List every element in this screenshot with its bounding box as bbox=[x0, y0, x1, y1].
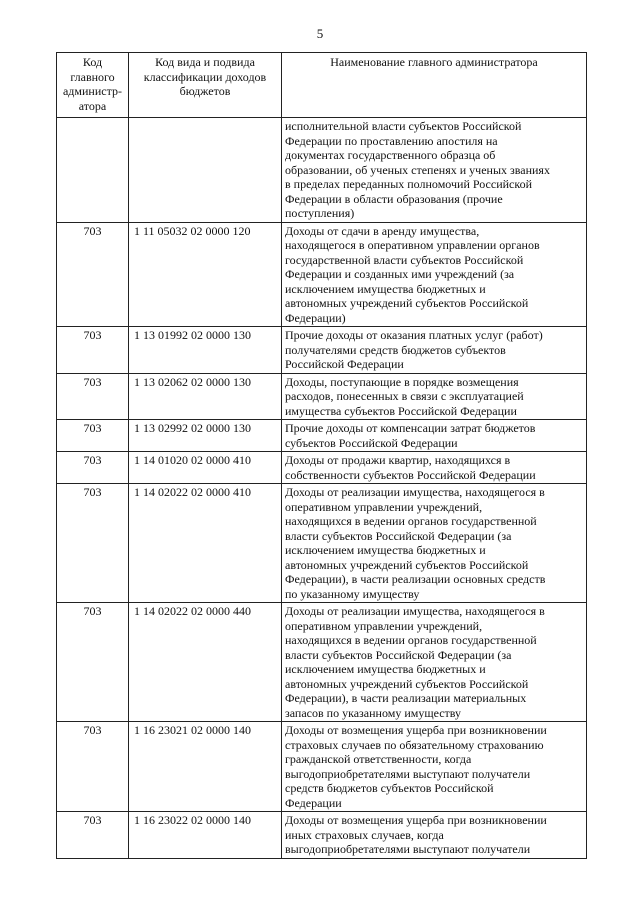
admin-name-line: Доходы, поступающие в порядке возмещения bbox=[285, 374, 519, 389]
admin-name-line: страховых случаев по обязательному страхованию bbox=[285, 737, 544, 752]
admin-name-line: получателями средств бюджетов субъектов bbox=[285, 342, 506, 357]
admin-name-line: по указанному имуществу bbox=[285, 586, 420, 601]
revenue-code-cell: 1 14 02022 02 0000 410 bbox=[129, 484, 282, 603]
admin-name-line: исключением имущества бюджетных и bbox=[285, 281, 486, 296]
revenue-code-cell bbox=[129, 118, 282, 223]
admin-name-line: исключением имущества бюджетных и bbox=[285, 662, 486, 676]
header-line: Наименование главного администратора bbox=[330, 55, 538, 69]
admin-name-line: Федерации в области образования (прочие bbox=[285, 191, 503, 206]
header-line: классификации доходов bbox=[143, 69, 267, 84]
admin-name-cell bbox=[282, 452, 587, 484]
admin-code-cell: 703 bbox=[57, 327, 129, 374]
header-admin-name bbox=[282, 53, 587, 118]
header-line: администр- bbox=[62, 84, 122, 98]
admin-name-line: средств бюджетов субъектов Российской bbox=[285, 781, 494, 795]
admin-name-line: автономных учреждений субъектов Российской bbox=[285, 676, 529, 691]
admin-name-cell bbox=[282, 722, 587, 812]
header-line: Код bbox=[82, 55, 103, 69]
admin-name-cell bbox=[282, 484, 587, 603]
admin-name-line: Доходы от возмещения ущерба при возникновении bbox=[285, 723, 547, 737]
revenue-code-cell: 1 14 01020 02 0000 410 bbox=[129, 452, 282, 484]
admin-code-cell: 703 bbox=[57, 722, 129, 812]
admin-name-line: оперативном управлении учреждений, bbox=[285, 618, 483, 633]
revenue-code-cell: 1 13 02992 02 0000 130 bbox=[129, 420, 282, 452]
admin-name-cell bbox=[282, 327, 587, 374]
header-admin-code bbox=[57, 53, 129, 118]
table-header-row bbox=[57, 53, 587, 118]
table-row bbox=[57, 373, 587, 420]
admin-name-cell bbox=[282, 603, 587, 722]
admin-name-line: иных страховых случаев, когда bbox=[285, 827, 444, 842]
admin-name-line: гражданской ответственности, когда bbox=[285, 752, 472, 766]
admin-name-line: образовании, об ученых степенях и ученых званиях bbox=[285, 162, 550, 177]
admin-code-cell bbox=[57, 118, 129, 223]
admin-code-cell: 703 bbox=[57, 222, 129, 327]
admin-code-cell: 703 bbox=[57, 373, 129, 420]
admin-name-line: власти субъектов Российской Федерации (за bbox=[285, 528, 512, 543]
admin-code-cell: 703 bbox=[57, 812, 129, 859]
admin-name-line: Федерации) bbox=[285, 310, 346, 325]
table-row bbox=[57, 222, 587, 327]
admin-name-line: Доходы от сдачи в аренду имущества, bbox=[285, 223, 480, 238]
header-line: главного bbox=[70, 69, 115, 84]
admin-name-cell bbox=[282, 812, 587, 859]
table-body bbox=[57, 118, 587, 859]
admin-name-line: запасов по указанному имуществу bbox=[285, 705, 462, 720]
revenue-code-cell: 1 13 02062 02 0000 130 bbox=[129, 373, 282, 420]
header-line: бюджетов bbox=[179, 84, 231, 98]
admin-name-line: выгодоприобретателями выступают получатели bbox=[285, 842, 531, 856]
table-row bbox=[57, 118, 587, 223]
admin-name-line: документах государственного образца об bbox=[285, 148, 496, 162]
admin-code-cell: 703 bbox=[57, 484, 129, 603]
header-line: Код вида и подвида bbox=[155, 55, 255, 69]
admin-name-line: Доходы от возмещения ущерба при возникновении bbox=[285, 813, 547, 827]
admin-name-line: имущества субъектов Российской Федерации bbox=[285, 403, 517, 418]
admin-name-line: субъектов Российской Федерации bbox=[285, 435, 458, 450]
admin-name-line: исключением имущества бюджетных и bbox=[285, 543, 486, 557]
table-row bbox=[57, 327, 587, 374]
admin-name-line: Федерации), в части реализации основных средств bbox=[285, 572, 546, 586]
admin-name-cell bbox=[282, 222, 587, 327]
revenue-code-cell: 1 16 23022 02 0000 140 bbox=[129, 812, 282, 859]
admin-name-cell bbox=[282, 118, 587, 223]
admin-name-line: Российской Федерации bbox=[285, 357, 404, 371]
header-line: атора bbox=[78, 98, 107, 113]
table-row bbox=[57, 812, 587, 859]
admin-name-line: Федерации по проставлению апостиля на bbox=[285, 133, 498, 148]
admin-name-line: Федерации bbox=[285, 795, 342, 810]
admin-code-cell: 703 bbox=[57, 452, 129, 484]
table-row bbox=[57, 420, 587, 452]
admin-name-line: выгодоприобретателями выступают получатели bbox=[285, 766, 531, 781]
admin-name-line: Доходы от продажи квартир, находящихся в bbox=[285, 453, 511, 467]
table-row bbox=[57, 603, 587, 722]
admin-name-line: находящихся в ведении органов государственной bbox=[285, 514, 537, 528]
admin-name-line: находящегося в оперативном управлении органов bbox=[285, 238, 540, 252]
admin-name-cell bbox=[282, 373, 587, 420]
admin-name-line: автономных учреждений субъектов Российской bbox=[285, 557, 529, 572]
revenue-codes-table bbox=[56, 52, 587, 859]
admin-name-line: расходов, понесенных в связи с эксплуатацией bbox=[285, 389, 524, 403]
table-row bbox=[57, 484, 587, 603]
admin-name-line: Федерации и созданных ими учреждений (за bbox=[285, 267, 515, 281]
admin-code-cell: 703 bbox=[57, 420, 129, 452]
admin-name-line: Доходы от реализации имущества, находящегося в bbox=[285, 485, 545, 499]
admin-name-line: Федерации), в части реализации материальных bbox=[285, 691, 527, 705]
revenue-code-cell: 1 16 23021 02 0000 140 bbox=[129, 722, 282, 812]
header-revenue-code bbox=[129, 53, 282, 118]
admin-name-cell bbox=[282, 420, 587, 452]
admin-code-cell: 703 bbox=[57, 603, 129, 722]
admin-name-line: Прочие доходы от компенсации затрат бюджетов bbox=[285, 421, 536, 435]
admin-name-line: власти субъектов Российской Федерации (за bbox=[285, 647, 512, 662]
table-row bbox=[57, 722, 587, 812]
admin-name-line: Доходы от реализации имущества, находящегося в bbox=[285, 604, 545, 618]
revenue-code-cell: 1 14 02022 02 0000 440 bbox=[129, 603, 282, 722]
admin-name-line: оперативном управлении учреждений, bbox=[285, 499, 483, 514]
admin-name-line: исполнительной власти субъектов Российской bbox=[285, 119, 522, 133]
admin-name-line: находящихся в ведении органов государственной bbox=[285, 633, 537, 647]
admin-name-line: автономных учреждений субъектов Российской bbox=[285, 296, 529, 310]
table-row bbox=[57, 452, 587, 484]
revenue-code-cell: 1 11 05032 02 0000 120 bbox=[129, 222, 282, 327]
revenue-code-cell: 1 13 01992 02 0000 130 bbox=[129, 327, 282, 374]
admin-name-line: государственной власти субъектов Российской bbox=[285, 252, 524, 267]
admin-name-line: поступления) bbox=[285, 206, 355, 220]
admin-name-line: собственности субъектов Российской Федерации bbox=[285, 467, 536, 482]
admin-name-line: в пределах переданных полномочий Российской bbox=[285, 177, 533, 191]
admin-name-line: Прочие доходы от оказания платных услуг (работ) bbox=[285, 328, 543, 342]
page-number: 5 bbox=[316, 26, 324, 41]
